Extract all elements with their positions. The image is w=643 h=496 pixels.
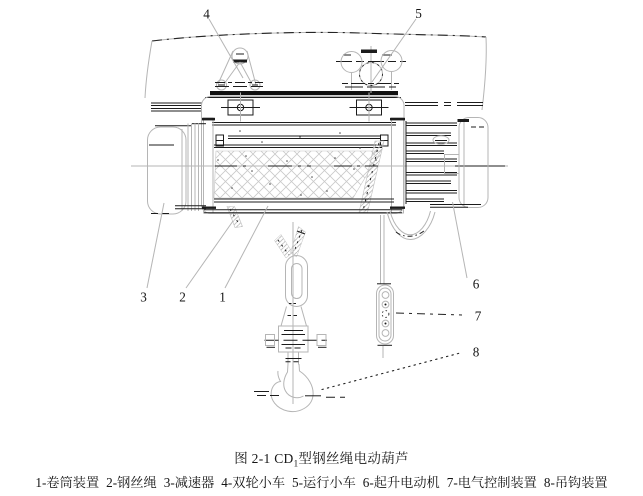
callout-4: 4 — [203, 6, 210, 22]
lifting-motor — [406, 118, 488, 208]
caption-subscript: 1 — [293, 458, 299, 469]
figure-legend — [0, 472, 643, 491]
motor-fins — [406, 123, 457, 202]
legend-item-4: 4-双轮小车 — [221, 475, 286, 490]
legend-item-7: 7-电气控制装置 — [446, 475, 537, 490]
running-trolley — [336, 46, 406, 93]
callout-8: 8 — [472, 344, 480, 360]
legend-item-1: 1-卷筒装置 — [35, 475, 100, 490]
callout-3: 3 — [140, 289, 147, 305]
legend-item-8: 8-吊钩装置 — [543, 475, 608, 490]
legend-item-5: 5-运行小车 — [292, 475, 356, 490]
rail-lines — [151, 103, 483, 112]
hoist-housing — [202, 93, 406, 228]
callout-6: 6 — [472, 276, 480, 292]
callout-5: 5 — [415, 6, 422, 21]
runway-beam — [145, 32, 486, 110]
legend-item-6: 6-起升电动机 — [362, 475, 440, 490]
callout-2: 2 — [179, 289, 186, 305]
callout-7: 7 — [474, 308, 482, 324]
pendant-control — [377, 215, 394, 358]
power-cable-loop — [387, 211, 435, 240]
two-wheel-trolley — [215, 48, 263, 90]
caption-suffix: 型钢丝绳电动葫芦 — [298, 451, 409, 466]
legend-item-3: 3-减速器 — [163, 475, 215, 490]
hook-assembly — [254, 222, 345, 412]
figure-caption — [0, 447, 643, 469]
gearbox — [148, 124, 207, 215]
callout-1: 1 — [219, 289, 226, 305]
legend-item-2: 2-钢丝绳 — [106, 475, 157, 490]
caption-prefix: 图 2-1 CD — [234, 451, 294, 466]
